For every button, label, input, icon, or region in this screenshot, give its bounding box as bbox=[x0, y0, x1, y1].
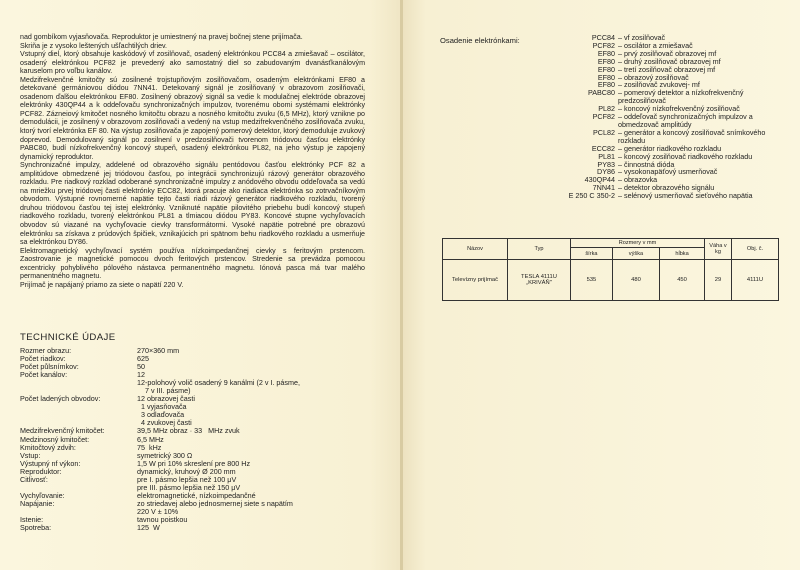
tube-description: – selénový usmerňovač sieťového napätia bbox=[618, 191, 753, 201]
spec-label: Počet půlsnímkov: bbox=[20, 362, 79, 372]
spec-label: Citlivosť: bbox=[20, 474, 48, 484]
spec-value: 3 odlaďovača bbox=[137, 410, 185, 420]
tube-description: – oscilátor a zmiešavač bbox=[618, 40, 693, 50]
tube-description: – koncový zosilňovač riadkového rozkladu bbox=[618, 151, 753, 161]
tube-code: PCF82 bbox=[592, 40, 615, 50]
spec-value: 12 bbox=[137, 370, 145, 380]
tube-code: EF80 bbox=[597, 56, 615, 66]
cell-name: Televízny prijímač bbox=[443, 260, 508, 301]
spec-row bbox=[20, 379, 380, 387]
paragraph: Vstupný diel, ktorý obsahuje kaskódový vf zosilňovač, osadený elektrónkou PCC84 a zmiešavač – oscilátor, osadený elektrónkou PCF82 je prevedený ako samostatný diel so zabudovaným dvanásťkanálovým karuselom pro voľbu kanálov. bbox=[20, 50, 365, 76]
tube-description: – koncový nízkofrekvenčný zosilňovač bbox=[618, 104, 740, 114]
tube-description: – generátor a koncový zosilňovač snímkového rozkladu bbox=[618, 127, 766, 145]
paragraph: Prijímač je napájaný priamo za siete o napätí 220 V. bbox=[20, 280, 184, 289]
cell-height: 480 bbox=[612, 260, 659, 301]
tube-code: PL81 bbox=[598, 151, 615, 161]
tube-list bbox=[555, 34, 780, 200]
tube-code: ECC82 bbox=[591, 143, 615, 153]
header-weight: Váha v kg bbox=[705, 239, 732, 260]
tube-description: – obrazovka bbox=[618, 175, 658, 185]
tube-description: – prvý zosilňovač obrazovej mf bbox=[618, 48, 717, 58]
spec-value: 1,5 W pri 10% skreslení pre 800 Hz bbox=[137, 458, 251, 468]
paragraph: Medzifrekvenčné kmitočty sú zosilnené trojstupňovým zosilňovačom, osadeným elektrónkami EF80 a detekované germániovou diódou 7NN41. Detekovaný signál je zosilňovaný v obrazovom zosilňovači, osadenom ďalšou elektrónkou EF80. Zosilnený obrazový signál sa vedie k modulačnej elektróde obrazovej elektrónky 430QP44 a k oddeľovaču synchronizačných impulzov, tvorenému obomi systémami elektrónky PCF82. Zázneiový kmitočet nosného kmitočtu obrazu a nosného kmitočtu zvuku (6,5 MHz), ktorý vznikne po demodulácii, je zosilnený v obrazovom zosilňovači a vedený na vstup medzifrekvenčného zosilňovača zvuku, ktorý tvorí elektrónka EF 80. Na výstup zosilňovača je zapojený pomerový detektor, ktorý demoduluje zvukový doprevod. Demodulovaný signál po zosilnení v predzosilňovači tvorenom triódovou časťou elektrónky PABC80, budí nízkofrekvenčný koncový stupeň, osadený elektrónkou PL82, na jeho výstup je zapojený dynamický reproduktor. bbox=[20, 75, 365, 161]
spec-label: Medzinosný kmitočet: bbox=[20, 434, 90, 444]
spec-label: Výstupný nf výkon: bbox=[20, 458, 81, 468]
tube-code: EF80 bbox=[597, 48, 615, 58]
header-name: Názov bbox=[443, 239, 508, 260]
spec-value: 220 V ± 10% bbox=[137, 506, 179, 516]
spec-label: Istenie: bbox=[20, 514, 44, 524]
spec-value: 7 v III. pásme) bbox=[137, 386, 191, 396]
spec-value: 12-polohový volič osadený 9 kanálmi (2 v I. pásme, bbox=[137, 378, 300, 388]
spec-label: Rozmer obrazu: bbox=[20, 346, 72, 355]
spec-row bbox=[20, 363, 380, 371]
spec-row bbox=[20, 524, 380, 532]
header-dims: Rozmery v mm bbox=[571, 239, 705, 248]
spec-row bbox=[20, 508, 380, 516]
cell-type: TESLA 4111U „KRIVÁŇ" bbox=[508, 260, 571, 301]
tube-description: – oddeľovač synchronizačných impulzov a obmedzovač amplitúdy bbox=[618, 112, 753, 129]
spec-value: pre III. pásmo lepšia než 150 μV bbox=[137, 482, 241, 492]
tube-code: PCL82 bbox=[593, 127, 615, 137]
spec-label: Počet ladených obvodov: bbox=[20, 394, 101, 404]
tube-code: E 250 C 350-2 bbox=[568, 191, 615, 201]
spec-value: pre I. pásmo lepšia než 100 μV bbox=[137, 474, 237, 484]
tube-description: – detektor obrazového signálu bbox=[618, 183, 715, 193]
spec-value: symetrický 300 Ω bbox=[137, 450, 193, 460]
tube-row bbox=[555, 113, 780, 129]
spec-value: 270×360 mm bbox=[137, 346, 180, 355]
technical-data-title: TECHNICKÉ ÚDAJE bbox=[20, 332, 116, 343]
tube-code: PL82 bbox=[598, 104, 615, 114]
spec-row bbox=[20, 395, 380, 403]
tube-row bbox=[555, 192, 780, 200]
tube-code: EF80 bbox=[597, 64, 615, 74]
spec-value: 6,5 MHz bbox=[137, 434, 164, 444]
paragraph: Synchronizačné impulzy, addelené od obrazového signálu pentódovou časťou elektrónky PCF 82 a amplitúdove obmedzené jej triódovou časťou, po integrácii synchronizujú rázový generátor obrazového rozkladu. Pre riadkový rozklad odoberané synchronizačné impulzy z anódového obvodu oddeľovača sa vedú na mriežku prvej triódovej časti elektrónky ECC82, ktorá pracuje ako riadiaca elektrónka so zotrvačníkovým obvodom. Výstupné rovnomerné napätie tejto časti riadi rázový generátor riadkového rozkladu, tvorený druhou triódovou časťou tej istej elektrónky. Vzniknuté napätie pilovitého priebehu budí koncový stupeň riadkového rozkladu, tvorený elektrónkou PL81 a tlmiacou diódou PY83. Koncové stupne vychyľovacích obvodov sú viazané na vychyľovacie cievky transformátormi. Vysoké napätie potrebné pre obrazovú elektrónku sa získava z prúdových špičiek, vznikajúcich pri spätnom behu riadkového rozkladu a usmerňuje sa elektrónkou DY86. bbox=[20, 161, 365, 247]
spec-value: 39,5 MHz obraz · 33 MHz zvuk bbox=[137, 426, 240, 436]
header-type: Typ bbox=[508, 239, 571, 260]
spec-label: Počet riadkov: bbox=[20, 354, 66, 364]
paragraph: nad gombíkom vyjasňovača. Reproduktor je umiestnený na pravej bočnej stene prijímača. bbox=[20, 33, 303, 41]
header-order: Obj. č. bbox=[732, 239, 779, 260]
spec-value: 125 W bbox=[137, 523, 160, 533]
tube-code: PCF82 bbox=[592, 112, 615, 122]
spec-value: dynamický, kruhový Ø 200 mm bbox=[137, 466, 236, 476]
tube-description: – činnostná dióda bbox=[618, 159, 675, 169]
tube-code: PCC84 bbox=[591, 33, 615, 42]
cell-order: 4111U bbox=[732, 260, 779, 301]
tube-description: – pomerový detektor a nízkofrekvenčný predzosilňovač bbox=[618, 88, 744, 106]
tube-description: – vysokonapäťový usmerňovač bbox=[618, 167, 718, 177]
spec-row bbox=[20, 444, 380, 452]
tube-code: DY86 bbox=[597, 167, 615, 177]
spec-label: Vstup: bbox=[20, 450, 41, 460]
spec-value: tavnou poistkou bbox=[137, 514, 188, 524]
spec-value: 625 bbox=[137, 354, 149, 364]
header-width: šírka bbox=[571, 248, 613, 260]
tube-description: – druhý zosilňovač obrazovej mf bbox=[618, 56, 721, 66]
spec-label bbox=[20, 379, 137, 387]
tube-code: EF80 bbox=[597, 80, 615, 90]
spec-row bbox=[20, 516, 380, 524]
spec-label bbox=[20, 411, 137, 419]
spec-row bbox=[20, 403, 380, 411]
spec-label: Počet kanálov: bbox=[20, 370, 68, 380]
tube-code: 430QP44 bbox=[584, 175, 615, 185]
tube-row bbox=[555, 129, 780, 145]
tube-code: 7NN41 bbox=[592, 183, 615, 193]
header-height: výška bbox=[612, 248, 659, 260]
cell-weight: 29 bbox=[705, 260, 732, 301]
cell-width: 535 bbox=[571, 260, 613, 301]
tube-code: EF80 bbox=[597, 72, 615, 82]
spec-label bbox=[20, 403, 137, 411]
spec-row bbox=[20, 411, 380, 419]
spec-value: 1 vyjasňovača bbox=[137, 402, 187, 412]
tube-description: – generátor riadkového rozkladu bbox=[618, 143, 722, 153]
tube-code: PY83 bbox=[597, 159, 615, 169]
spec-row bbox=[20, 347, 380, 355]
spec-row bbox=[20, 500, 380, 508]
spec-value: 50 bbox=[137, 362, 145, 372]
description-text bbox=[20, 33, 365, 289]
page-fold bbox=[400, 0, 403, 570]
spec-label: Kmitočtový zdvih: bbox=[20, 442, 76, 452]
tube-description: – zosilňovač zvukovej- mf bbox=[618, 80, 700, 90]
spec-value: 12 obrazovej časti bbox=[137, 394, 195, 404]
spec-list bbox=[20, 347, 380, 532]
spec-value: 4 zvukovej časti bbox=[137, 418, 192, 428]
tubes-title: Osadenie elektrónkami: bbox=[440, 36, 520, 45]
spec-value: elektromagnetické, nízkoimpedančné bbox=[137, 490, 256, 500]
tube-description: – vf zosilňovač bbox=[618, 33, 666, 42]
tube-row bbox=[555, 89, 780, 105]
tube-description: – obrazový zosilňovač bbox=[618, 72, 689, 82]
header-depth: hĺbka bbox=[660, 248, 705, 260]
tube-code: PABC80 bbox=[587, 88, 615, 98]
spec-label: Napájanie: bbox=[20, 498, 55, 508]
tube-description: – tretí zosilňovač obrazovej mf bbox=[618, 64, 716, 74]
spec-value: 75 kHz bbox=[137, 442, 162, 452]
paragraph: Elektromagnetický vychyľovací systém používa nízkoimpedančnej cievky s feritovým prstencom. Zaostrovanie je magnetické pomocou dvoch feritových prstencov. Stredenie sa prevádza pomocou excentricky pohyblivého pólového nástavca permanentného magnetu. Iónová pasca má tvar malého permanentného magnetu. bbox=[20, 246, 365, 281]
paragraph: Skriňa je z vysoko leštených ušľachtilých driev. bbox=[20, 41, 168, 50]
spec-label: Spotreba: bbox=[20, 523, 52, 533]
cell-depth: 450 bbox=[660, 260, 705, 301]
spec-value: zo striedavej alebo jednosmernej siete s napätím bbox=[137, 498, 293, 508]
spec-label: Medzifrekvenčný kmitočet: bbox=[20, 426, 105, 436]
dimensions-table bbox=[442, 238, 779, 301]
spec-label: Vychyľovanie: bbox=[20, 490, 65, 500]
spec-label: Reproduktor: bbox=[20, 466, 62, 476]
